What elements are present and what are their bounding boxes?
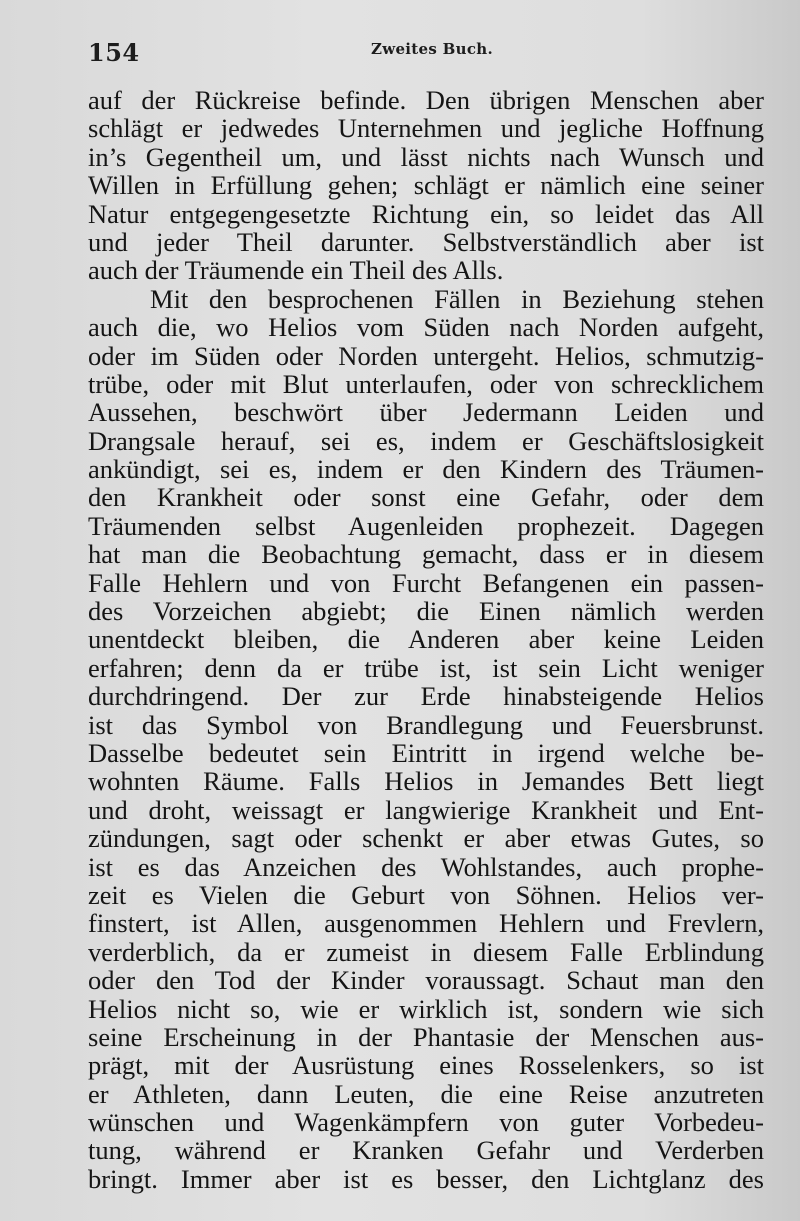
text-line: auf der Rückreise befinde. Den übrigen Menschen aber xyxy=(88,85,764,115)
text-line: schlägt er jedwedes Unternehmen und jegliche Hoffnung xyxy=(88,113,764,144)
text-line: ankündigt, sei es, indem er den Kindern des Träumen- xyxy=(88,454,764,485)
text-line: trübe, oder mit Blut unterlaufen, oder von schrecklichem xyxy=(88,368,764,399)
text-line: tung, während er Kranken Gefahr und Verderben xyxy=(88,1135,764,1166)
text-line: Natur entgegengesetzte Richtung ein, so leidet das All xyxy=(88,198,764,229)
text-line: den Krankheit oder sonst eine Gefahr, oder dem xyxy=(88,482,764,513)
text-line: finstert, ist Allen, ausgenommen Hehlern und Frevlern, xyxy=(88,908,764,939)
text-line: auch die, wo Helios vom Süden nach Norden aufgeht, xyxy=(88,312,764,343)
text-line: wünschen und Wagenkämpfern von guter Vorbedeu- xyxy=(88,1107,764,1138)
text-line: Falle Hehlern und von Furcht Befangenen ein passen- xyxy=(88,567,764,598)
text-line: Mit den besprochenen Fällen in Beziehung stehen xyxy=(150,283,764,314)
text-line: seine Erscheinung in der Phantasie der Menschen aus- xyxy=(88,1021,764,1052)
text-line: Willen in Erfüllung gehen; schlägt er nämlich eine seiner xyxy=(88,170,764,201)
text-line: ist es das Anzeichen des Wohlstandes, auch prophe- xyxy=(88,851,764,882)
text-line: des Vorzeichen abgiebt; die Einen nämlich werden xyxy=(88,596,764,627)
page-number: 154 xyxy=(88,38,140,67)
text-line: und jeder Theil darunter. Selbstverständlich aber ist xyxy=(88,226,764,257)
text-line: erfahren; denn da er trübe ist, ist sein Licht weniger xyxy=(88,652,764,683)
text-line: Helios nicht so, wie er wirklich ist, sondern wie sich xyxy=(88,993,764,1024)
text-line: Träumenden selbst Augenleiden prophezeit. Dagegen xyxy=(88,510,764,541)
text-line: bringt. Immer aber ist es besser, den Lichtglanz des xyxy=(88,1163,764,1194)
text-line: durchdringend. Der zur Erde hinabsteigende Helios xyxy=(88,681,764,712)
text-line: oder den Tod der Kinder voraussagt. Schaut man den xyxy=(88,965,764,996)
text-line: zündungen, sagt oder schenkt er aber etwas Gutes, so xyxy=(88,823,764,854)
text-line: ist das Symbol von Brandlegung und Feuersbrunst. xyxy=(88,709,764,740)
text-line: wohnten Räume. Falls Helios in Jemandes Bett liegt xyxy=(88,766,764,797)
text-line: er Athleten, dann Leuten, die eine Reise anzutreten xyxy=(88,1078,764,1109)
text-line: prägt, mit der Ausrüstung eines Rosselenkers, so ist xyxy=(88,1050,764,1081)
text-line: Drangsale herauf, sei es, indem er Geschäftslosigkeit xyxy=(88,425,764,456)
body-text xyxy=(88,86,764,1193)
text-line: auch der Träumende ein Theil des Alls. xyxy=(88,255,504,286)
text-line: oder im Süden oder Norden untergeht. Helios, schmutzig- xyxy=(88,340,764,371)
page-header xyxy=(88,38,728,68)
running-head: Zweites Buch. xyxy=(371,40,493,58)
text-line: unentdeckt bleiben, die Anderen aber keine Leiden xyxy=(88,624,764,655)
text-line: und droht, weissagt er langwierige Krankheit und Ent- xyxy=(88,794,764,825)
text-line: zeit es Vielen die Geburt von Söhnen. Helios ver- xyxy=(88,879,764,910)
text-line: verderblich, da er zumeist in diesem Falle Erblindung xyxy=(88,936,764,967)
text-line: Dasselbe bedeutet sein Eintritt in irgend welche be- xyxy=(88,737,764,768)
text-line: Aussehen, beschwört über Jedermann Leiden und xyxy=(88,397,764,428)
text-line: hat man die Beobachtung gemacht, dass er in diesem xyxy=(88,539,764,570)
text-line: in’s Gegentheil um, und lässt nichts nach Wunsch und xyxy=(88,141,764,172)
